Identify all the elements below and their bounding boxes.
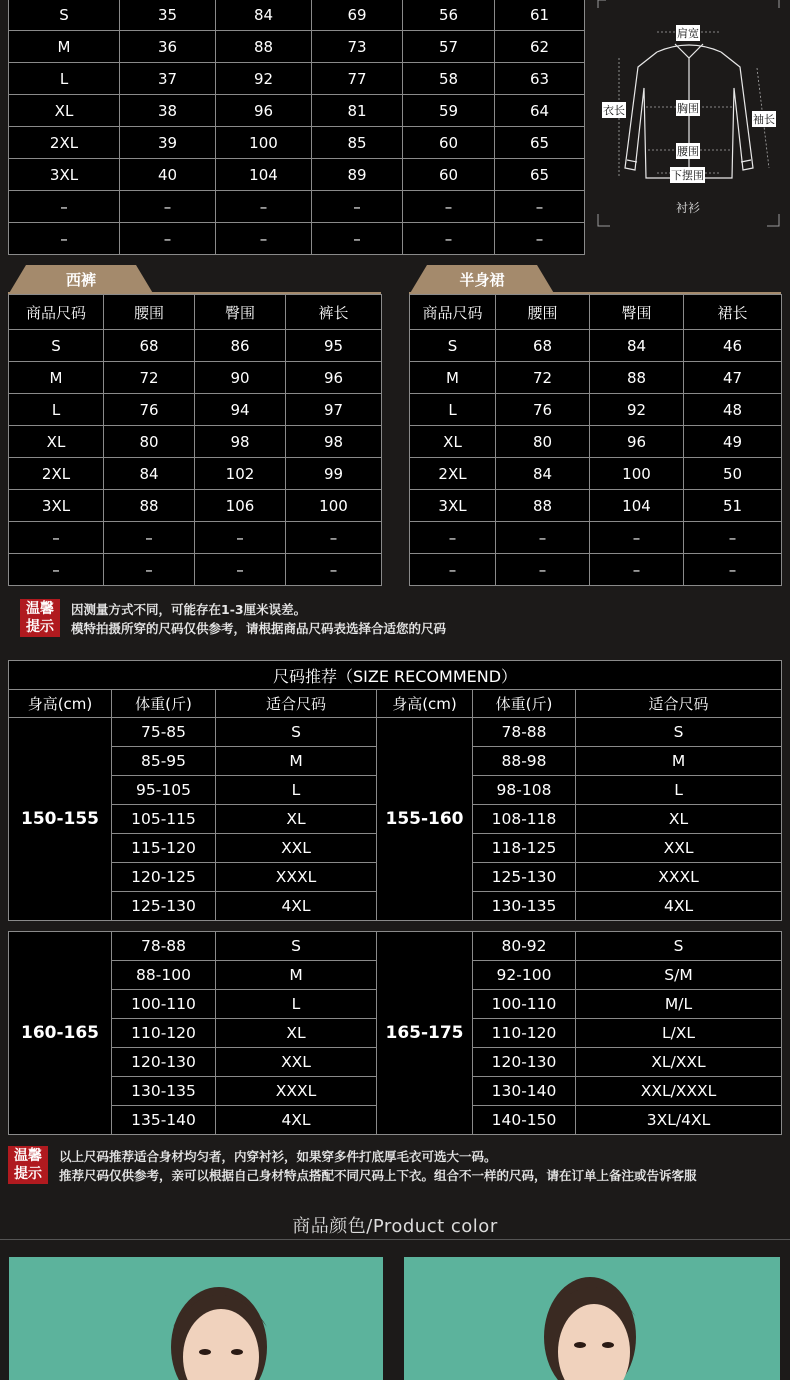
table-cell: XL/XXL	[576, 1048, 782, 1077]
table-header-row	[9, 295, 382, 330]
tip-line: 因测量方式不同，可能存在1-3厘米误差。	[71, 602, 307, 617]
table-row	[9, 932, 782, 961]
table-cell: M	[576, 747, 782, 776]
table-cell: XXL	[216, 834, 377, 863]
table-cell: 36	[120, 31, 216, 63]
table-cell: 80	[496, 426, 590, 458]
table-cell: 88-98	[473, 747, 576, 776]
column-header: 身高(cm)	[377, 690, 473, 718]
table-cell: XXXL	[216, 863, 377, 892]
column-header: 身高(cm)	[9, 690, 112, 718]
table-cell: –	[286, 554, 382, 586]
table-row	[9, 95, 585, 127]
table-cell: 108-118	[473, 805, 576, 834]
table-cell: 85-95	[112, 747, 216, 776]
skirt-size-table	[409, 294, 782, 586]
table-cell: 105-115	[112, 805, 216, 834]
table-cell: –	[312, 191, 403, 223]
table-cell: XL	[410, 426, 496, 458]
table-row	[9, 554, 382, 586]
height-range: 160-165	[9, 932, 112, 1135]
pants-tab	[8, 265, 381, 295]
table-cell: S	[410, 330, 496, 362]
table-cell: 89	[312, 159, 403, 191]
table-cell: 84	[104, 458, 195, 490]
table-row	[9, 223, 585, 255]
pants-tab-label: 西裤	[65, 271, 96, 289]
table-cell: 2XL	[410, 458, 496, 490]
chest-label: 胸围	[677, 102, 699, 115]
table-cell: 100-110	[473, 990, 576, 1019]
table-cell: 98-108	[473, 776, 576, 805]
table-cell: 2XL	[9, 127, 120, 159]
table-cell: 96	[216, 95, 312, 127]
table-cell: 125-130	[473, 863, 576, 892]
table-cell: –	[684, 554, 782, 586]
table-cell: 104	[216, 159, 312, 191]
table-cell: 118-125	[473, 834, 576, 863]
table-cell: –	[403, 191, 495, 223]
table-cell: 115-120	[112, 834, 216, 863]
table-cell: 84	[590, 330, 684, 362]
tip-badge-line1: 温馨	[26, 601, 54, 617]
table-cell: 4XL	[216, 1106, 377, 1135]
column-header: 腰围	[104, 295, 195, 330]
table-cell: –	[104, 522, 195, 554]
column-header: 臀围	[195, 295, 286, 330]
table-cell: –	[9, 554, 104, 586]
table-cell: 72	[104, 362, 195, 394]
table-cell: –	[495, 191, 585, 223]
table-row	[9, 159, 585, 191]
size-recommend-table-2	[8, 931, 782, 1135]
table-cell: 88-100	[112, 961, 216, 990]
table-cell: L	[576, 776, 782, 805]
model-portrait-icon	[404, 1257, 780, 1380]
tip-badge	[8, 1146, 48, 1184]
column-header: 商品尺码	[9, 295, 104, 330]
table-cell: L	[9, 63, 120, 95]
table-cell: 3XL/4XL	[576, 1106, 782, 1135]
table-cell: 88	[496, 490, 590, 522]
table-row	[9, 490, 382, 522]
table-cell: 49	[684, 426, 782, 458]
table-row	[9, 63, 585, 95]
table-cell: –	[590, 554, 684, 586]
tip-text	[59, 1147, 697, 1185]
table-cell: –	[120, 191, 216, 223]
table-cell: L	[9, 394, 104, 426]
sleeve-label: 袖长	[753, 113, 775, 126]
table-cell: S	[9, 330, 104, 362]
table-row	[9, 31, 585, 63]
table-cell: 39	[120, 127, 216, 159]
table-cell: 140-150	[473, 1106, 576, 1135]
shoulder-label: 肩宽	[677, 27, 699, 40]
table-cell: 37	[120, 63, 216, 95]
table-cell: 84	[496, 458, 590, 490]
table-row	[9, 362, 382, 394]
table-cell: 60	[403, 159, 495, 191]
table-cell: 3XL	[9, 490, 104, 522]
table-cell: 95	[286, 330, 382, 362]
table-cell: 3XL	[9, 159, 120, 191]
table-row	[410, 330, 782, 362]
table-cell: 120-125	[112, 863, 216, 892]
table-cell: XL	[9, 426, 104, 458]
table-row	[410, 426, 782, 458]
table-cell: 86	[195, 330, 286, 362]
table-cell: –	[590, 522, 684, 554]
table-header-row	[410, 295, 782, 330]
hem-label: 下摆围	[671, 169, 704, 182]
table-cell: 65	[495, 127, 585, 159]
table-cell: –	[9, 223, 120, 255]
table-cell: –	[195, 554, 286, 586]
table-cell: M	[216, 961, 377, 990]
height-range: 155-160	[377, 718, 473, 921]
table-cell: –	[104, 554, 195, 586]
table-cell: 77	[312, 63, 403, 95]
table-cell: –	[496, 554, 590, 586]
product-photo[interactable]	[404, 1257, 780, 1380]
table-cell: XL	[9, 95, 120, 127]
table-cell: 100	[286, 490, 382, 522]
table-cell: S	[9, 0, 120, 31]
table-cell: –	[403, 223, 495, 255]
height-range: 150-155	[9, 718, 112, 921]
table-cell: 92-100	[473, 961, 576, 990]
tip-text	[71, 600, 446, 638]
table-cell: 56	[403, 0, 495, 31]
table-row	[9, 426, 382, 458]
table-cell: 60	[403, 127, 495, 159]
table-cell: XL	[216, 1019, 377, 1048]
table-cell: L	[410, 394, 496, 426]
table-cell: 100	[216, 127, 312, 159]
table-cell: L	[216, 990, 377, 1019]
table-cell: 92	[216, 63, 312, 95]
column-header: 体重(斤)	[473, 690, 576, 718]
column-header: 臀围	[590, 295, 684, 330]
column-header: 裙长	[684, 295, 782, 330]
table-cell: XXL	[576, 834, 782, 863]
table-cell: 78-88	[473, 718, 576, 747]
table-row	[410, 490, 782, 522]
table-cell: 80	[104, 426, 195, 458]
table-cell: 35	[120, 0, 216, 31]
recommend-title: 尺码推荐（SIZE RECOMMEND）	[9, 661, 782, 690]
table-cell: 100	[590, 458, 684, 490]
table-cell: 130-140	[473, 1077, 576, 1106]
height-range: 165-175	[377, 932, 473, 1135]
table-cell: 38	[120, 95, 216, 127]
table-cell: M	[9, 362, 104, 394]
table-cell: –	[312, 223, 403, 255]
table-cell: –	[410, 554, 496, 586]
table-cell: 57	[403, 31, 495, 63]
table-cell: –	[410, 522, 496, 554]
table-cell: M	[216, 747, 377, 776]
column-header: 适合尺码	[576, 690, 782, 718]
table-row	[410, 458, 782, 490]
tip-badge-line1: 温馨	[14, 1148, 42, 1164]
tip-line: 推荐尺码仅供参考，亲可以根据自己身材特点搭配不同尺码上下衣。组合不一样的尺码，请在订单上备注或告诉客服	[59, 1168, 697, 1183]
table-cell: –	[120, 223, 216, 255]
table-cell: S	[216, 932, 377, 961]
table-cell: 65	[495, 159, 585, 191]
table-cell: 81	[312, 95, 403, 127]
table-cell: 94	[195, 394, 286, 426]
table-cell: XXL	[216, 1048, 377, 1077]
table-cell: 3XL	[410, 490, 496, 522]
skirt-tab-label: 半身裙	[459, 271, 505, 289]
table-row	[9, 522, 382, 554]
table-cell: 88	[104, 490, 195, 522]
table-cell: –	[496, 522, 590, 554]
table-row	[410, 554, 782, 586]
table-cell: –	[216, 191, 312, 223]
table-cell: 4XL	[216, 892, 377, 921]
model-portrait-icon	[9, 1257, 383, 1380]
pants-size-table	[8, 294, 382, 586]
table-cell: M	[9, 31, 120, 63]
table-cell: 62	[495, 31, 585, 63]
table-cell: 110-120	[112, 1019, 216, 1048]
column-header: 体重(斤)	[112, 690, 216, 718]
table-cell: 120-130	[473, 1048, 576, 1077]
table-cell: 4XL	[576, 892, 782, 921]
table-cell: 61	[495, 0, 585, 31]
table-cell: XXL/XXXL	[576, 1077, 782, 1106]
table-cell: S	[576, 932, 782, 961]
column-header: 适合尺码	[216, 690, 377, 718]
column-header: 腰围	[496, 295, 590, 330]
table-cell: 88	[590, 362, 684, 394]
table-cell: 48	[684, 394, 782, 426]
table-cell: –	[9, 522, 104, 554]
table-cell: 59	[403, 95, 495, 127]
table-cell: 84	[216, 0, 312, 31]
table-cell: 63	[495, 63, 585, 95]
table-row	[9, 127, 585, 159]
table-cell: –	[9, 191, 120, 223]
table-cell: 2XL	[9, 458, 104, 490]
size-recommend-table	[8, 660, 782, 921]
table-cell: 50	[684, 458, 782, 490]
table-cell: 75-85	[112, 718, 216, 747]
table-cell: 46	[684, 330, 782, 362]
table-cell: M/L	[576, 990, 782, 1019]
column-header: 裤长	[286, 295, 382, 330]
table-cell: 85	[312, 127, 403, 159]
tip-badge	[20, 599, 60, 637]
table-row	[9, 0, 585, 31]
table-cell: L	[216, 776, 377, 805]
table-cell: 90	[195, 362, 286, 394]
table-cell: 98	[195, 426, 286, 458]
table-cell: 73	[312, 31, 403, 63]
table-cell: 96	[590, 426, 684, 458]
table-cell: 88	[216, 31, 312, 63]
table-cell: 72	[496, 362, 590, 394]
table-cell: L/XL	[576, 1019, 782, 1048]
table-row	[9, 330, 382, 362]
table-cell: 104	[590, 490, 684, 522]
section-divider	[0, 1239, 790, 1240]
table-cell: XXXL	[576, 863, 782, 892]
column-header: 商品尺码	[410, 295, 496, 330]
table-cell: 51	[684, 490, 782, 522]
table-cell: 80-92	[473, 932, 576, 961]
table-cell: –	[216, 223, 312, 255]
table-row	[410, 522, 782, 554]
table-cell: 97	[286, 394, 382, 426]
table-row	[410, 362, 782, 394]
table-cell: 130-135	[473, 892, 576, 921]
table-cell: 69	[312, 0, 403, 31]
table-cell: –	[195, 522, 286, 554]
table-cell: S/M	[576, 961, 782, 990]
table-cell: 125-130	[112, 892, 216, 921]
table-cell: 78-88	[112, 932, 216, 961]
table-cell: 110-120	[473, 1019, 576, 1048]
shirt-measurement-diagram	[597, 0, 780, 228]
table-cell: 99	[286, 458, 382, 490]
table-cell: XL	[576, 805, 782, 834]
table-cell: XL	[216, 805, 377, 834]
table-cell: 58	[403, 63, 495, 95]
table-cell: –	[286, 522, 382, 554]
table-cell: 106	[195, 490, 286, 522]
table-cell: 92	[590, 394, 684, 426]
tip-line: 以上尺码推荐适合身材均匀者，内穿衬衫，如果穿多件打底厚毛衣可选大一码。	[59, 1149, 497, 1164]
tip-line: 模特拍摄所穿的尺码仅供参考，请根据商品尺码表选择合适您的尺码	[71, 621, 447, 636]
table-cell: 120-130	[112, 1048, 216, 1077]
table-row	[9, 458, 382, 490]
table-header-row	[9, 690, 782, 718]
tip-badge-line2: 提示	[14, 1166, 42, 1182]
table-cell: 130-135	[112, 1077, 216, 1106]
table-cell: 40	[120, 159, 216, 191]
product-photo[interactable]	[9, 1257, 383, 1380]
table-cell: 68	[496, 330, 590, 362]
waist-label: 腰围	[677, 145, 699, 158]
table-cell: S	[216, 718, 377, 747]
table-cell: M	[410, 362, 496, 394]
table-cell: S	[576, 718, 782, 747]
length-label: 衣长	[603, 104, 625, 117]
table-cell: –	[495, 223, 585, 255]
table-cell: 100-110	[112, 990, 216, 1019]
table-row	[9, 718, 782, 747]
skirt-tab	[409, 265, 781, 295]
table-cell: 96	[286, 362, 382, 394]
table-cell: –	[684, 522, 782, 554]
shirt-size-table	[8, 0, 585, 255]
tip-badge-line2: 提示	[26, 619, 54, 635]
table-cell: XXXL	[216, 1077, 377, 1106]
table-cell: 98	[286, 426, 382, 458]
table-cell: 76	[496, 394, 590, 426]
table-cell: 68	[104, 330, 195, 362]
diagram-caption: 衬衫	[676, 201, 701, 215]
table-cell: 95-105	[112, 776, 216, 805]
table-row	[9, 191, 585, 223]
table-row	[410, 394, 782, 426]
table-row	[9, 394, 382, 426]
table-cell: 102	[195, 458, 286, 490]
table-cell: 64	[495, 95, 585, 127]
product-color-title: 商品颜色/Product color	[292, 1216, 498, 1237]
table-cell: 47	[684, 362, 782, 394]
table-cell: 76	[104, 394, 195, 426]
table-cell: 135-140	[112, 1106, 216, 1135]
